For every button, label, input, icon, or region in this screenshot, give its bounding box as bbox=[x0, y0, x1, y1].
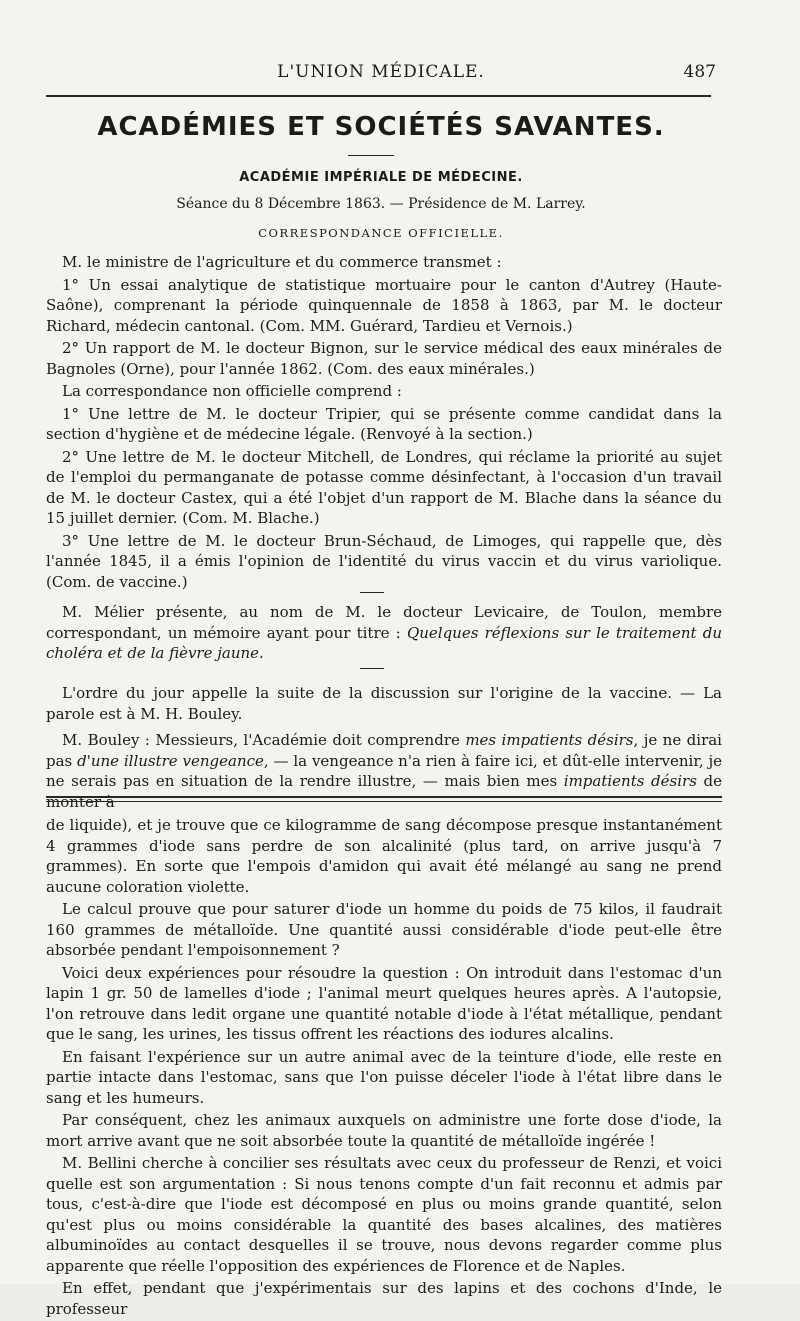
paragraph: Voici deux expériences pour résoudre la question : On introduit dans l'estomac d'un lapin 1 gr. 50 de lamelles d'iode ; l'animal meurt quelques heures après. A l'autopsie, l'on retrouve dans ledit organe une quantité notable d'iode à l'état métallique, pendant que le sang, les urines, les tissus offrent les réactions des iodures alcalins. bbox=[46, 963, 722, 1043]
bouley-italic: impatients désirs bbox=[563, 772, 697, 790]
column-divider bbox=[46, 796, 722, 798]
paragraph: M. le ministre de l'agriculture et du commerce transmet : bbox=[62, 253, 502, 271]
melier-paragraph bbox=[46, 602, 722, 664]
column-divider bbox=[46, 801, 722, 802]
paragraph: Par conséquent, chez les animaux auxquels on administre une forte dose d'iode, la mort arrive avant que ne soit absorbée toute la quantité de métalloïde ingérée ! bbox=[46, 1111, 722, 1150]
paragraph: La correspondance non officielle comprend : bbox=[62, 382, 402, 400]
paragraph: de liquide), et je trouve que ce kilogramme de sang décompose presque instantanément 4 grammes d'iode sans perdre de son alcalinité (plus tard, on arrive jusqu'à 7 grammes). En sorte que l'empois d'amidon qui avait été mélangé au sang ne prend aucune coloration violette. bbox=[46, 816, 722, 896]
melier-block bbox=[46, 602, 722, 666]
paragraph: En effet, pendant que j'expérimentais sur des lapins et des cochons d'Inde, le professeur bbox=[46, 1279, 722, 1318]
bottom-body bbox=[46, 815, 722, 1321]
bouley-text: , — la vengeance n'a rien à faire ici, et dût-elle intervenir, je ne serais pas en situation de la rendre illustre, — mais bien mes bbox=[46, 751, 722, 790]
order-paragraph: L'ordre du jour appelle la suite de la discussion sur l'origine de la vaccine. — La parole est à M. H. Bouley. bbox=[46, 684, 722, 723]
bouley-paragraph bbox=[46, 730, 722, 812]
bouley-text: , je ne dirai pas bbox=[46, 731, 722, 770]
paragraph: 1° Un essai analytique de statistique mortuaire pour le canton d'Autrey (Haute-Saône), comprenant la période quinquennale de 1858 à 1863, par M. le docteur Richard, médecin cantonal. (Com. MM. Guérard, Tardieu et Vernois.) bbox=[46, 275, 722, 335]
discussion-block bbox=[46, 683, 722, 814]
paragraph: M. Bellini cherche à concilier ses résultats avec ceux du professeur de Renzi, et voici quelle est son argumentation : Si nous tenons compte d'un fait reconnu et admis par tous, c'est-à-dire que l'iode est décomposé en plus ou moins grande quantité, selon qu'est plus ou moins considérable la quantité des bases alcalines, des matières albuminoïdes au contact desquelles il se trouve, nous devons regarder comme plus apparente que réelle l'opposition des expériences de Florence et de Naples. bbox=[46, 1154, 722, 1275]
title-rule bbox=[348, 155, 394, 156]
melier-text: M. Mélier présente, au nom de M. le docteur Levicaire, de Toulon, membre correspondant, un mémoire ayant pour titre : bbox=[46, 603, 722, 642]
paragraph: Le calcul prouve que pour saturer d'iode un homme du poids de 75 kilos, il faudrait 160 grammes de métalloïde. Une quantité aussi considérable d'iode peut-elle être absorbée pendant l'empoisonnement ? bbox=[46, 900, 722, 959]
paragraph: 3° Une lettre de M. le docteur Brun-Séchaud, de Limoges, qui rappelle que, dès l'année 1845, il a émis l'opinion de l'identité du virus vaccin et du virus variolique. (Com. de vaccine.) bbox=[46, 531, 722, 591]
separator-rule bbox=[360, 592, 384, 593]
bouley-text: de monter à bbox=[46, 772, 723, 811]
bouley-italic: d'une illustre vengeance bbox=[77, 751, 264, 770]
correspondance-heading: CORRESPONDANCE OFFICIELLE. bbox=[258, 226, 504, 240]
paragraph: 1° Une lettre de M. le docteur Tripier, qui se présente comme candidat dans la section d'hygiène et de médecine légale. (Renvoyé à la section.) bbox=[46, 404, 722, 443]
bouley-italic: mes impatients désirs bbox=[465, 731, 634, 749]
section-title: ACADÉMIES ET SOCIÉTÉS SAVANTES. bbox=[97, 112, 665, 142]
page-number: 487 bbox=[683, 62, 716, 82]
paragraph: 2° Un rapport de M. le docteur Bignon, sur le service médical des eaux minérales de Bagnoles (Orne), pour l'année 1862. (Com. des eaux minérales.) bbox=[46, 339, 722, 378]
paragraph: En faisant l'expérience sur un autre animal avec de la teinture d'iode, elle reste en partie intacte dans l'estomac, sans que l'on puisse déceler l'iode à l'état libre dans le sang et les humeurs. bbox=[46, 1047, 722, 1107]
bouley-text: M. Bouley : Messieurs, l'Académie doit comprendre bbox=[62, 731, 466, 749]
running-head bbox=[46, 62, 716, 86]
academy-name: ACADÉMIE IMPÉRIALE DE MÉDECINE. bbox=[239, 170, 523, 185]
memoir-title: Quelques réflexions sur le traitement du choléra et de la fièvre jaune. bbox=[46, 623, 723, 662]
running-title: L'UNION MÉDICALE. bbox=[277, 62, 485, 82]
header-rule bbox=[46, 95, 711, 97]
top-body bbox=[46, 252, 722, 594]
seance-line: Séance du 8 Décembre 1863. — Présidence de M. Larrey. bbox=[176, 196, 586, 212]
separator-rule bbox=[360, 668, 384, 669]
paragraph: 2° Une lettre de M. le docteur Mitchell, de Londres, qui réclame la priorité au sujet de l'emploi du permanganate de potasse comme désinfectant, à l'occasion d'un travail de M. le docteur Castex, qui a été l'objet d'un rapport de M. Blache dans la séance du 15 juillet dernier. (Com. M. Blache.) bbox=[46, 447, 722, 527]
